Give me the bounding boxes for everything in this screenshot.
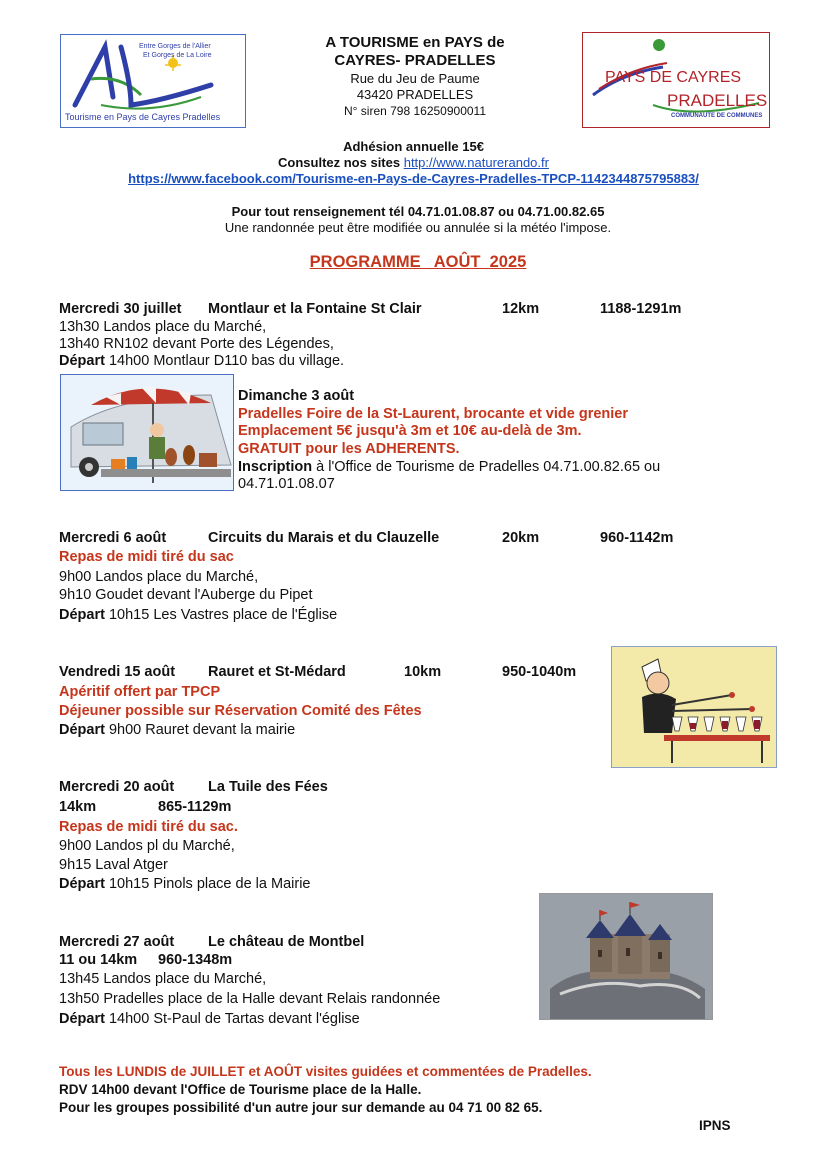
- event-date: Mercredi 6 août: [59, 530, 167, 546]
- phone-line: Pour tout renseignement tél 04.71.01.08.87 ou 04.71.00.82.65: [231, 204, 605, 219]
- aperitif-graphic: [612, 647, 776, 767]
- groups-note: Pour les groupes possibilité d'un autre jour sur demande au 04 71 00 82 65.: [59, 1100, 543, 1115]
- event-distance: 20km: [502, 530, 540, 546]
- event-name: Circuits du Marais et du Clauzelle: [208, 530, 440, 546]
- event-distance: 12km: [502, 301, 540, 317]
- event-distance: 11 ou 14km: [59, 952, 138, 968]
- event-distance: 14km: [59, 799, 97, 815]
- meeting-point: 9h00 Landos pl du Marché,: [59, 838, 235, 854]
- event-highlight: Repas de midi tiré du sac.: [59, 819, 238, 835]
- event-elevation: 950-1040m: [502, 664, 577, 680]
- cayres-pradelles-logo: [582, 32, 770, 128]
- departure-line: [59, 875, 310, 893]
- departure-text: 10h15 Pinols place de la Mairie: [104, 876, 311, 892]
- event-elevation: 865-1129m: [158, 799, 232, 815]
- address-line1: Rue du Jeu de Paume: [350, 71, 480, 86]
- departure-text: 14h00 St-Paul de Tartas devant l'église: [104, 1011, 360, 1027]
- brocante-graphic: [61, 375, 233, 490]
- address-line2: 43420 PRADELLES: [356, 87, 474, 102]
- meeting-point: 13h50 Pradelles place de la Halle devant Relais randonnée: [59, 991, 441, 1007]
- castle-graphic: [540, 894, 712, 1019]
- event-name: Rauret et St-Médard: [208, 664, 346, 680]
- meeting-point: 9h10 Goudet devant l'Auberge du Pipet: [59, 587, 313, 603]
- departure-label: Départ: [59, 353, 105, 369]
- departure-line: [59, 606, 337, 624]
- cayres-logo-line1: PAYS DE CAYRES: [605, 69, 742, 86]
- cayres-logo-line2: PRADELLES: [667, 91, 768, 110]
- event-date: Mercredi 30 juillet: [59, 301, 182, 317]
- org-header: [280, 34, 550, 119]
- meeting-point: 13h45 Landos place du Marché,: [59, 971, 267, 987]
- org-name-line1: A TOURISME en PAYS de: [325, 34, 505, 51]
- event-date: Mercredi 27 août: [59, 934, 175, 950]
- programme-title: [0, 253, 827, 272]
- event-date: Vendredi 15 août: [59, 664, 176, 680]
- sites-label: Consultez nos sites: [278, 155, 401, 170]
- event-elevation: 1188-1291m: [600, 301, 682, 317]
- registration-line: [238, 458, 660, 476]
- departure-label: Départ: [59, 1011, 105, 1027]
- weather-note: Une randonnée peut être modifiée ou annulée si la météo l'impose.: [224, 220, 612, 235]
- meeting-point: 9h00 Landos place du Marché,: [59, 569, 259, 585]
- logo-bottom-text: Tourisme en Pays de Cayres Pradelles: [65, 112, 221, 122]
- membership-block: [0, 139, 827, 187]
- departure-text: 9h00 Rauret devant la mairie: [104, 722, 296, 738]
- ipns-mark: IPNS: [699, 1118, 731, 1133]
- event-highlight: Apéritif offert par TPCP: [59, 684, 221, 700]
- brocante-illustration: [60, 374, 234, 491]
- departure-label: Départ: [59, 876, 105, 892]
- event-elevation: 960-1142m: [600, 530, 674, 546]
- departure-label: Départ: [59, 722, 105, 738]
- meeting-point: 13h40 RN102 devant Porte des Légendes,: [59, 336, 334, 352]
- programme-title-text: PROGRAMME AOÛT 2025: [309, 253, 527, 271]
- departure-line: [59, 721, 295, 739]
- event-distance: 10km: [404, 664, 442, 680]
- meeting-point: 13h30 Landos place du Marché,: [59, 319, 267, 335]
- org-name-line2: CAYRES- PRADELLES: [334, 52, 496, 69]
- castle-illustration: [539, 893, 713, 1020]
- departure-text: 10h15 Les Vastres place de l'Église: [104, 607, 338, 623]
- event-highlight: Déjeuner possible sur Réservation Comité des Fêtes: [59, 703, 422, 719]
- registration-text: à l'Office de Tourisme de Pradelles 04.71.00.82.65 ou: [312, 459, 661, 475]
- event-name: Le château de Montbel: [208, 934, 365, 950]
- info-block: [0, 204, 827, 236]
- facebook-link[interactable]: https://www.facebook.com/Tourisme-en-Pays-de-Cayres-Pradelles-TPCP-1142344875795883/: [128, 171, 699, 186]
- event-date: Mercredi 20 août: [59, 779, 175, 795]
- registration-phone: 04.71.01.08.07: [238, 476, 335, 492]
- membership-fee: Adhésion annuelle 15€: [343, 139, 484, 154]
- event-date: Dimanche 3 août: [238, 388, 355, 404]
- event-name: La Tuile des Fées: [208, 779, 328, 795]
- event-highlight: Pradelles Foire de la St-Laurent, brocante et vide grenier: [238, 406, 629, 422]
- siren: N° siren 798 16250900011: [343, 104, 487, 118]
- departure-label: Départ: [59, 607, 105, 623]
- guided-tours-note: Tous les LUNDIS de JUILLET et AOÛT visites guidées et commentées de Pradelles.: [59, 1064, 592, 1079]
- registration-label: Inscription: [238, 459, 313, 475]
- sites-line: [0, 155, 827, 171]
- departure-line: [59, 1010, 360, 1028]
- departure-line: [59, 352, 344, 370]
- departure-text: 14h00 Montlaur D110 bas du village.: [104, 353, 345, 369]
- event-highlight: Repas de midi tiré du sac: [59, 549, 234, 565]
- aperitif-illustration: [611, 646, 777, 768]
- event-highlight: Emplacement 5€ jusqu'à 3m et 10€ au-delà de 3m.: [238, 423, 582, 439]
- logo-tagline-1: Entre Gorges de l'Allier: [139, 43, 211, 50]
- event-name: Montlaur et la Fontaine St Clair: [208, 301, 422, 317]
- cayres-logo-line3: COMMUNAUTE DE COMMUNES: [671, 113, 763, 119]
- event-elevation: 960-1348m: [158, 952, 233, 968]
- meeting-point: 9h15 Laval Atger: [59, 857, 168, 873]
- rdv-note: RDV 14h00 devant l'Office de Tourisme place de la Halle.: [59, 1082, 422, 1097]
- tourisme-logo: [60, 34, 246, 128]
- facebook-line: [0, 171, 827, 187]
- event-highlight: GRATUIT pour les ADHERENTS.: [238, 441, 460, 457]
- naturerando-link[interactable]: http://www.naturerando.fr: [403, 155, 549, 170]
- logo-tagline-2: Et Gorges de La Loire: [143, 52, 212, 59]
